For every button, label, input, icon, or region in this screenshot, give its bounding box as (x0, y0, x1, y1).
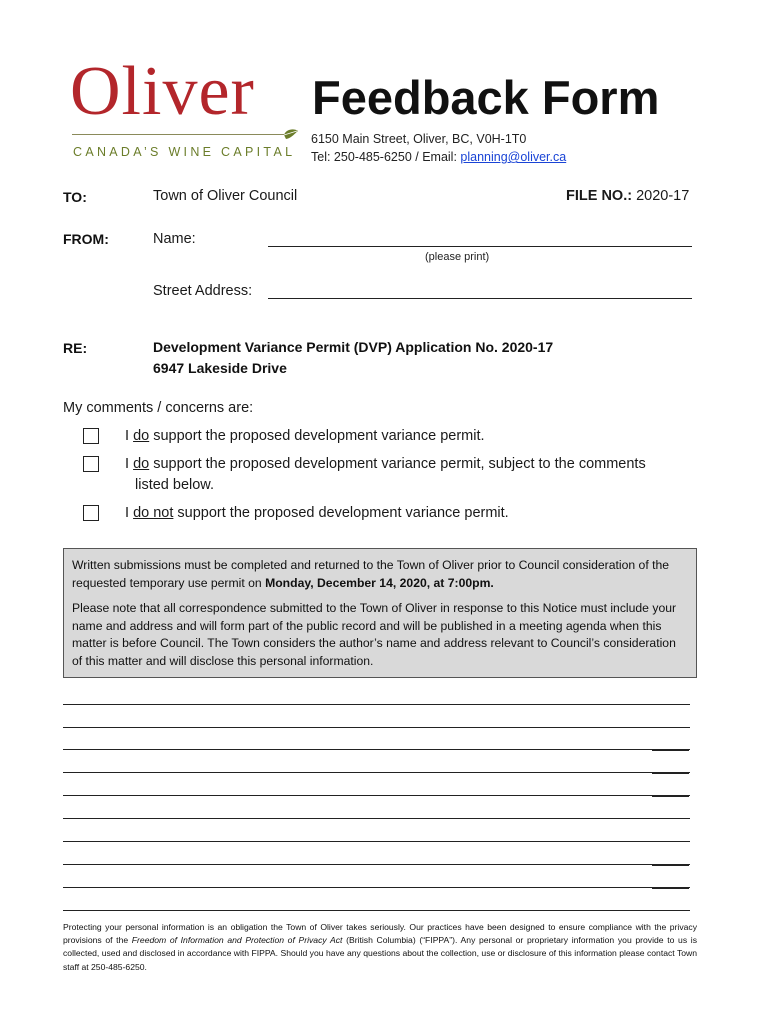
re-label: RE: (63, 340, 88, 356)
email-link[interactable]: planning@oliver.ca (460, 150, 567, 164)
street-label: Street Address: (153, 283, 253, 299)
comment-line[interactable] (63, 818, 690, 819)
line-end-mark (652, 888, 689, 889)
privacy-footer: Protecting your personal information is an obligation the Town of Oliver takes seriously. Our practices have been designed to ensure compliance with the privacy provisions of the Freedom of Information and Protection of Privacy Act (British Columbia) (“FIPPA”). Any personal or proprietary information you provide to us is collected, used and disclosed in accordance with FIPPA. Should you have any questions about the collection, use or disclosure of this information please contact Town staff at 250-485-6250. (63, 922, 698, 972)
comment-line[interactable] (63, 749, 690, 750)
page-title: Feedback Form (312, 71, 660, 124)
re-line-1: Development Variance Permit (DVP) Application No. 2020-17 (153, 339, 554, 355)
to-value: Town of Oliver Council (153, 188, 298, 204)
re-line-2: 6947 Lakeside Drive (153, 360, 287, 376)
grape-leaf-icon (282, 127, 300, 141)
logo-tagline: CANADA’S WINE CAPITAL (73, 145, 296, 159)
comment-line[interactable] (63, 910, 690, 911)
option-not-support-label: I do not support the proposed development variance permit. (125, 505, 509, 521)
file-label: FILE NO.: (566, 188, 633, 204)
comment-line[interactable] (63, 864, 690, 865)
option-support-conditional-label-cont: listed below. (135, 477, 214, 493)
street-address-field[interactable] (268, 298, 692, 299)
file-number (566, 188, 689, 204)
file-value: 2020-17 (636, 188, 690, 204)
line-end-mark (652, 773, 689, 774)
comment-line[interactable] (63, 841, 690, 842)
comment-line[interactable] (63, 795, 690, 796)
from-label: FROM: (63, 231, 109, 247)
comments-heading: My comments / concerns are: (63, 400, 254, 416)
name-field[interactable] (268, 246, 692, 247)
oliver-logo-wordmark: Oliver (70, 53, 255, 130)
line-end-mark (652, 796, 689, 797)
option-support-label: I do support the proposed development variance permit. (125, 428, 485, 444)
tel-text: Tel: 250-485-6250 / Email: (311, 150, 461, 164)
line-end-mark (652, 865, 689, 866)
comment-line[interactable] (63, 772, 690, 773)
line-end-mark (652, 750, 689, 751)
support-checkbox[interactable] (83, 428, 99, 444)
logo-rule (72, 134, 286, 135)
contact-line (311, 149, 566, 166)
comment-line[interactable] (63, 704, 690, 705)
notice-box (63, 548, 697, 678)
address-line: 6150 Main Street, Oliver, BC, V0H-1T0 (311, 132, 527, 146)
comment-line[interactable] (63, 887, 690, 888)
notice-paragraph-2: Please note that all correspondence submitted to the Town of Oliver in response to this Notice must include your name and address and will form part of the public record and will be published in a meeting agenda when this matter is before Council. The Town considers the author’s name and address relevant to Council’s consideration of this matter and will disclose this personal information. (72, 601, 677, 668)
name-hint: (please print) (425, 251, 490, 263)
to-label: TO: (63, 189, 87, 205)
comment-line[interactable] (63, 727, 690, 728)
notice-paragraph-1: Written submissions must be completed and returned to the Town of Oliver prior to Council consideration of the requested temporary use permit on Monday, December 14, 2020, at 7:00pm. (72, 558, 670, 590)
name-label: Name: (153, 231, 196, 247)
not-support-checkbox[interactable] (83, 505, 99, 521)
support-with-comments-checkbox[interactable] (83, 456, 99, 472)
option-support-conditional-label: I do support the proposed development variance permit, subject to the comments (125, 456, 646, 472)
